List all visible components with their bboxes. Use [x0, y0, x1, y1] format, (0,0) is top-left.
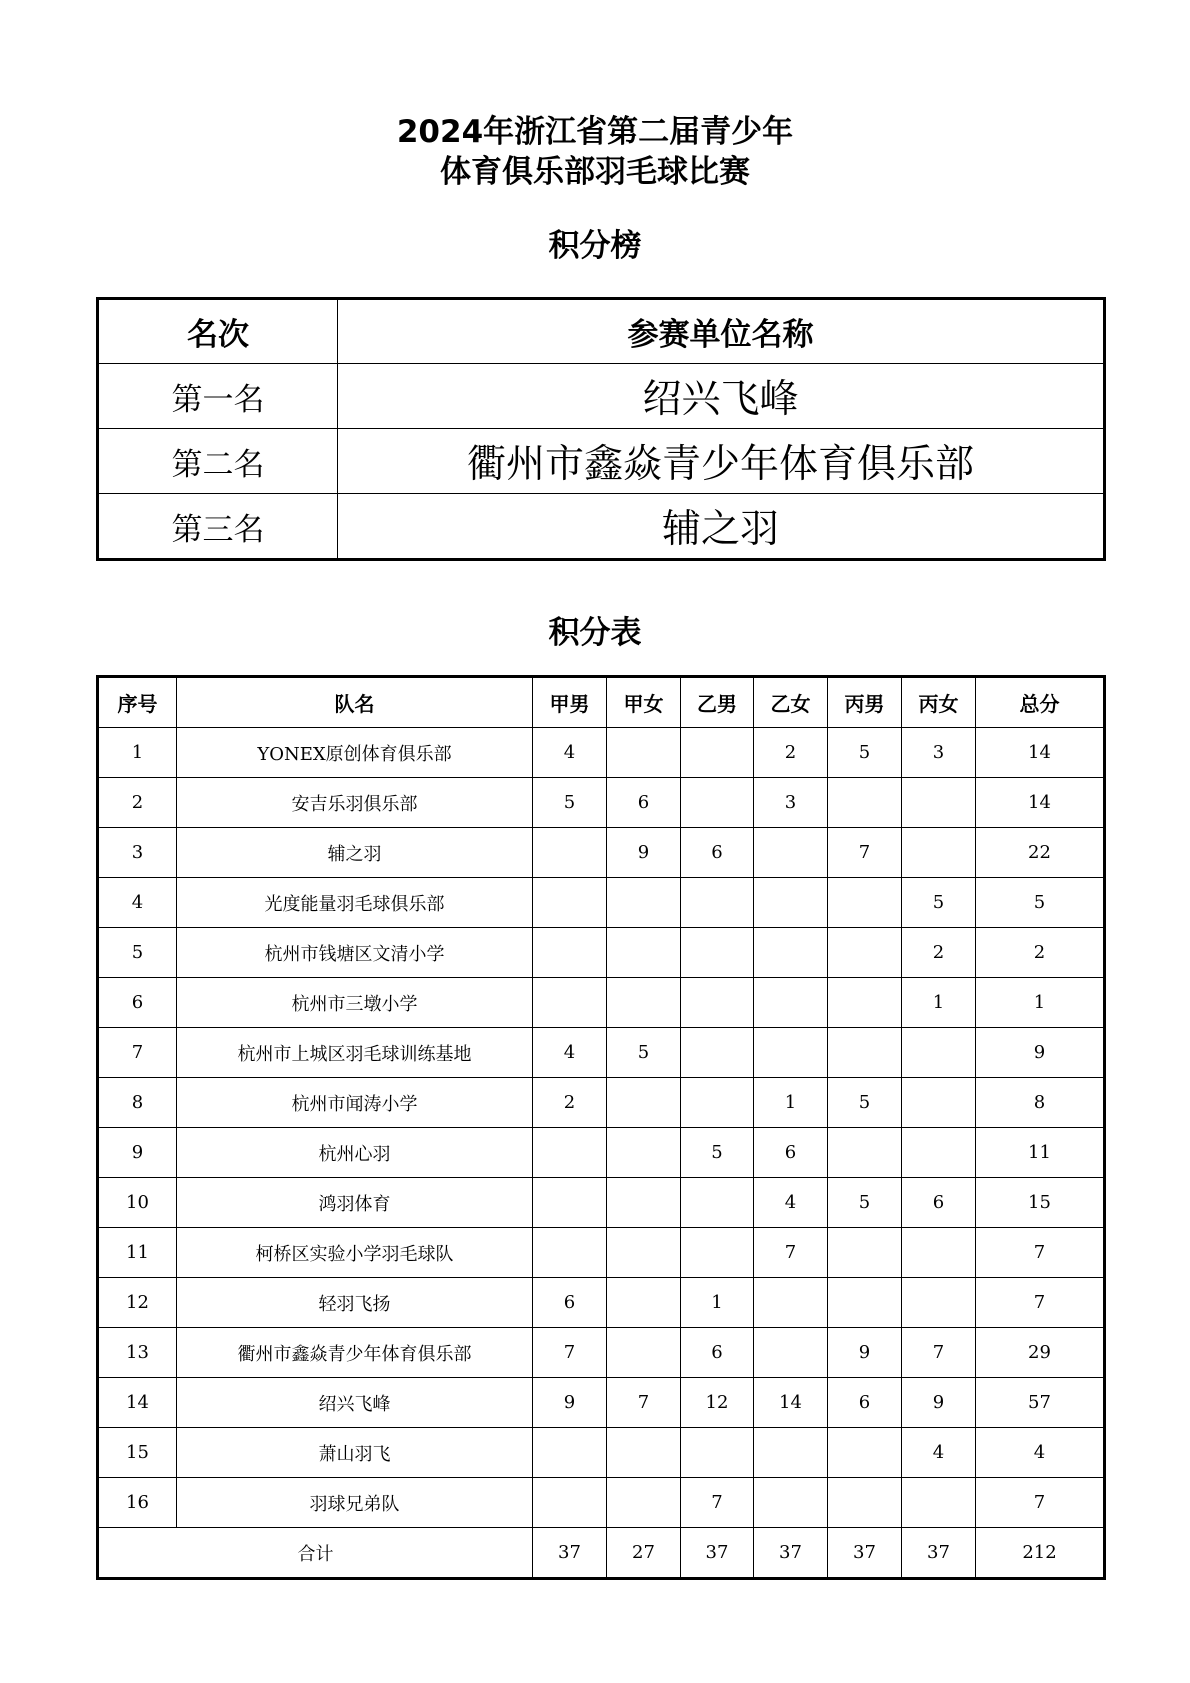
- score-yi-nan-cell: 5: [681, 1128, 754, 1178]
- score-bing-nan-cell: [828, 1278, 902, 1328]
- score-bing-nan-cell: [828, 1428, 902, 1478]
- score-jia-nan-cell: [533, 1178, 607, 1228]
- score-no-cell: 12: [98, 1278, 177, 1328]
- score-no-cell: 4: [98, 878, 177, 928]
- score-team-cell: 鸿羽体育: [177, 1178, 533, 1228]
- score-row: [98, 1328, 1105, 1378]
- score-row: [98, 1378, 1105, 1428]
- score-bing-nan-cell: [828, 928, 902, 978]
- score-yi-nan-cell: [681, 978, 754, 1028]
- score-bing-nv-cell: 3: [902, 728, 976, 778]
- ranking-unit-cell: 绍兴飞峰: [338, 364, 1105, 429]
- score-jia-nan-cell: 4: [533, 728, 607, 778]
- ranking-row: [98, 429, 1105, 494]
- score-jia-nv-cell: [607, 878, 681, 928]
- ranking-rank-cell: 第三名: [98, 494, 338, 560]
- score-bing-nan-cell: [828, 1128, 902, 1178]
- score-jia-nan-cell: [533, 1478, 607, 1528]
- score-total-cell: 29: [976, 1328, 1105, 1378]
- score-header-jia-nv: 甲女: [607, 677, 681, 728]
- score-jia-nan-cell: [533, 978, 607, 1028]
- score-team-cell: 绍兴飞峰: [177, 1378, 533, 1428]
- score-bing-nv-cell: 5: [902, 878, 976, 928]
- score-yi-nv-cell: [754, 1428, 828, 1478]
- score-row: [98, 978, 1105, 1028]
- score-bing-nv-cell: [902, 1278, 976, 1328]
- score-total-cell: 5: [976, 878, 1105, 928]
- score-header-team: 队名: [177, 677, 533, 728]
- score-yi-nan-cell: [681, 1228, 754, 1278]
- score-jia-nv-cell: 9: [607, 828, 681, 878]
- score-total-cell: 7: [976, 1278, 1105, 1328]
- score-bing-nv-cell: [902, 778, 976, 828]
- score-jia-nan-cell: [533, 1428, 607, 1478]
- score-yi-nv-cell: 3: [754, 778, 828, 828]
- score-no-cell: 16: [98, 1478, 177, 1528]
- score-total-label: 合计: [98, 1528, 533, 1579]
- score-yi-nan-cell: [681, 1428, 754, 1478]
- score-row: [98, 1478, 1105, 1528]
- score-no-cell: 7: [98, 1028, 177, 1078]
- score-jia-nv-cell: [607, 728, 681, 778]
- score-total-cell: 22: [976, 828, 1105, 878]
- score-team-cell: 杭州心羽: [177, 1128, 533, 1178]
- score-team-cell: 杭州市钱塘区文清小学: [177, 928, 533, 978]
- score-team-cell: 萧山羽飞: [177, 1428, 533, 1478]
- score-yi-nv-cell: [754, 878, 828, 928]
- score-yi-nv-cell: [754, 1278, 828, 1328]
- score-row: [98, 1278, 1105, 1328]
- score-yi-nan-cell: 6: [681, 828, 754, 878]
- score-bing-nan-cell: 5: [828, 1078, 902, 1128]
- score-team-cell: 杭州市三墩小学: [177, 978, 533, 1028]
- score-bing-nan-cell: 5: [828, 728, 902, 778]
- score-table-body: [98, 728, 1105, 1528]
- score-yi-nv-cell: 6: [754, 1128, 828, 1178]
- score-jia-nan-cell: [533, 1228, 607, 1278]
- score-bing-nan-cell: 9: [828, 1328, 902, 1378]
- score-jia-nv-cell: [607, 978, 681, 1028]
- document-title-line2: 体育俱乐部羽毛球比赛: [440, 154, 750, 190]
- score-jia-nv-cell: [607, 1478, 681, 1528]
- score-team-cell: 羽球兄弟队: [177, 1478, 533, 1528]
- score-row: [98, 928, 1105, 978]
- score-row: [98, 728, 1105, 778]
- score-jia-nan-cell: [533, 878, 607, 928]
- score-total-cell: 15: [976, 1178, 1105, 1228]
- score-bing-nan-cell: 5: [828, 1178, 902, 1228]
- score-yi-nv-cell: [754, 928, 828, 978]
- score-total-cell: 2: [976, 928, 1105, 978]
- score-jia-nan-cell: [533, 928, 607, 978]
- score-yi-nan-cell: [681, 778, 754, 828]
- score-bing-nv-cell: [902, 1078, 976, 1128]
- score-no-cell: 9: [98, 1128, 177, 1178]
- score-heading: 积分表: [548, 615, 642, 651]
- score-team-cell: 杭州市上城区羽毛球训练基地: [177, 1028, 533, 1078]
- ranking-header-row: [98, 299, 1105, 364]
- score-header-row: [98, 677, 1105, 728]
- score-team-cell: 衢州市鑫焱青少年体育俱乐部: [177, 1328, 533, 1378]
- score-jia-nv-cell: [607, 1428, 681, 1478]
- score-yi-nv-cell: 4: [754, 1178, 828, 1228]
- score-row: [98, 828, 1105, 878]
- ranking-header-rank: 名次: [98, 299, 338, 364]
- score-team-cell: 辅之羽: [177, 828, 533, 878]
- ranking-unit-cell: 辅之羽: [338, 494, 1105, 560]
- score-jia-nv-cell: [607, 928, 681, 978]
- score-yi-nv-cell: [754, 828, 828, 878]
- score-table: [96, 675, 1106, 1580]
- score-no-cell: 8: [98, 1078, 177, 1128]
- score-bing-nv-cell: 1: [902, 978, 976, 1028]
- score-no-cell: 13: [98, 1328, 177, 1378]
- score-no-cell: 6: [98, 978, 177, 1028]
- score-no-cell: 15: [98, 1428, 177, 1478]
- score-team-cell: 柯桥区实验小学羽毛球队: [177, 1228, 533, 1278]
- score-header-yi-nv: 乙女: [754, 677, 828, 728]
- score-jia-nv-cell: [607, 1128, 681, 1178]
- score-row: [98, 1078, 1105, 1128]
- score-no-cell: 5: [98, 928, 177, 978]
- score-yi-nan-cell: [681, 1078, 754, 1128]
- score-bing-nv-cell: 2: [902, 928, 976, 978]
- ranking-row: [98, 364, 1105, 429]
- score-jia-nan-cell: 2: [533, 1078, 607, 1128]
- score-row: [98, 1228, 1105, 1278]
- score-bing-nv-cell: [902, 1478, 976, 1528]
- score-jia-nan-cell: [533, 828, 607, 878]
- score-total-cell: 7: [976, 1478, 1105, 1528]
- score-total-yi-nv: 37: [754, 1528, 828, 1579]
- score-jia-nan-cell: [533, 1128, 607, 1178]
- score-total-cell: 11: [976, 1128, 1105, 1178]
- score-jia-nv-cell: 7: [607, 1378, 681, 1428]
- score-total-jia-nan: 37: [533, 1528, 607, 1579]
- score-total-cell: 9: [976, 1028, 1105, 1078]
- score-total-row: [98, 1528, 1105, 1579]
- score-bing-nan-cell: 7: [828, 828, 902, 878]
- score-no-cell: 10: [98, 1178, 177, 1228]
- ranking-header-unit: 参赛单位名称: [338, 299, 1105, 364]
- ranking-row: [98, 494, 1105, 560]
- score-yi-nan-cell: [681, 878, 754, 928]
- score-jia-nan-cell: 6: [533, 1278, 607, 1328]
- score-yi-nv-cell: 7: [754, 1228, 828, 1278]
- score-yi-nan-cell: [681, 1028, 754, 1078]
- score-row: [98, 1178, 1105, 1228]
- score-no-cell: 2: [98, 778, 177, 828]
- score-team-cell: 杭州市闻涛小学: [177, 1078, 533, 1128]
- score-yi-nv-cell: [754, 1028, 828, 1078]
- score-total-cell: 4: [976, 1428, 1105, 1478]
- score-total-bing-nan: 37: [828, 1528, 902, 1579]
- score-team-cell: YONEX原创体育俱乐部: [177, 728, 533, 778]
- ranking-table: [96, 297, 1106, 561]
- score-total-yi-nan: 37: [681, 1528, 754, 1579]
- score-total-grand: 212: [976, 1528, 1105, 1579]
- score-jia-nv-cell: [607, 1078, 681, 1128]
- ranking-unit-cell: 衢州市鑫焱青少年体育俱乐部: [338, 429, 1105, 494]
- document-title-line1: 2024年浙江省第二届青少年: [396, 114, 794, 150]
- score-header-bing-nv: 丙女: [902, 677, 976, 728]
- score-yi-nv-cell: [754, 1328, 828, 1378]
- score-bing-nv-cell: [902, 1128, 976, 1178]
- score-yi-nv-cell: 14: [754, 1378, 828, 1428]
- score-yi-nan-cell: 6: [681, 1328, 754, 1378]
- score-team-cell: 光度能量羽毛球俱乐部: [177, 878, 533, 928]
- score-jia-nan-cell: 7: [533, 1328, 607, 1378]
- score-yi-nv-cell: 1: [754, 1078, 828, 1128]
- ranking-rank-cell: 第二名: [98, 429, 338, 494]
- score-bing-nv-cell: [902, 828, 976, 878]
- score-bing-nan-cell: [828, 978, 902, 1028]
- score-bing-nan-cell: [828, 878, 902, 928]
- score-no-cell: 11: [98, 1228, 177, 1278]
- score-bing-nv-cell: 9: [902, 1378, 976, 1428]
- score-total-cell: 14: [976, 778, 1105, 828]
- score-bing-nan-cell: [828, 1478, 902, 1528]
- score-jia-nv-cell: 6: [607, 778, 681, 828]
- score-bing-nan-cell: [828, 778, 902, 828]
- score-jia-nv-cell: [607, 1278, 681, 1328]
- score-yi-nv-cell: [754, 978, 828, 1028]
- score-no-cell: 1: [98, 728, 177, 778]
- score-bing-nv-cell: 6: [902, 1178, 976, 1228]
- score-yi-nv-cell: [754, 1478, 828, 1528]
- score-total-cell: 57: [976, 1378, 1105, 1428]
- score-no-cell: 3: [98, 828, 177, 878]
- score-total-jia-nv: 27: [607, 1528, 681, 1579]
- score-total-bing-nv: 37: [902, 1528, 976, 1579]
- score-row: [98, 1028, 1105, 1078]
- score-row: [98, 778, 1105, 828]
- ranking-heading: 积分榜: [548, 228, 642, 264]
- score-header-yi-nan: 乙男: [681, 677, 754, 728]
- score-bing-nv-cell: 7: [902, 1328, 976, 1378]
- score-yi-nan-cell: [681, 928, 754, 978]
- score-jia-nan-cell: 4: [533, 1028, 607, 1078]
- score-yi-nan-cell: 1: [681, 1278, 754, 1328]
- score-row: [98, 1128, 1105, 1178]
- score-total-cell: 14: [976, 728, 1105, 778]
- score-total-cell: 7: [976, 1228, 1105, 1278]
- score-jia-nan-cell: 9: [533, 1378, 607, 1428]
- score-team-cell: 安吉乐羽俱乐部: [177, 778, 533, 828]
- score-jia-nv-cell: 5: [607, 1028, 681, 1078]
- score-bing-nan-cell: [828, 1228, 902, 1278]
- score-header-jia-nan: 甲男: [533, 677, 607, 728]
- score-yi-nan-cell: [681, 1178, 754, 1228]
- score-jia-nv-cell: [607, 1178, 681, 1228]
- score-team-cell: 轻羽飞扬: [177, 1278, 533, 1328]
- score-jia-nv-cell: [607, 1228, 681, 1278]
- score-jia-nan-cell: 5: [533, 778, 607, 828]
- ranking-rank-cell: 第一名: [98, 364, 338, 429]
- score-total-cell: 8: [976, 1078, 1105, 1128]
- score-header-total: 总分: [976, 677, 1105, 728]
- score-header-no: 序号: [98, 677, 177, 728]
- score-bing-nan-cell: 6: [828, 1378, 902, 1428]
- score-bing-nv-cell: [902, 1228, 976, 1278]
- score-bing-nv-cell: [902, 1028, 976, 1078]
- score-yi-nan-cell: [681, 728, 754, 778]
- score-yi-nv-cell: 2: [754, 728, 828, 778]
- score-header-bing-nan: 丙男: [828, 677, 902, 728]
- score-bing-nv-cell: 4: [902, 1428, 976, 1478]
- score-yi-nan-cell: 7: [681, 1478, 754, 1528]
- score-bing-nan-cell: [828, 1028, 902, 1078]
- score-yi-nan-cell: 12: [681, 1378, 754, 1428]
- score-total-cell: 1: [976, 978, 1105, 1028]
- score-row: [98, 878, 1105, 928]
- score-jia-nv-cell: [607, 1328, 681, 1378]
- score-no-cell: 14: [98, 1378, 177, 1428]
- score-row: [98, 1428, 1105, 1478]
